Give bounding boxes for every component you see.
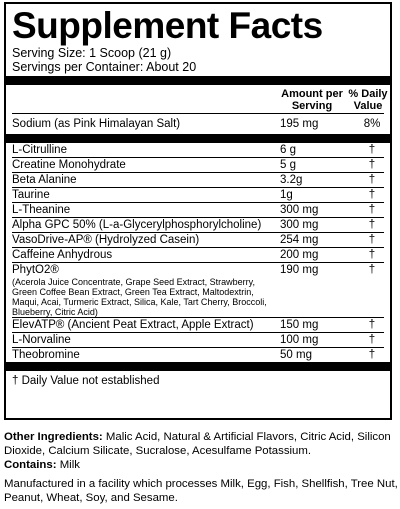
ingredient-name: Sodium (as Pink Himalayan Salt) [12,118,181,130]
ingredient-dv: † [368,349,376,361]
ingredient-dv: † [368,159,376,171]
ingredient-name: L-Citrulline [12,144,67,156]
contains-label: Contains: [4,459,57,471]
serving-size: Serving Size: 1 Scoop (21 g) [12,46,172,60]
ingredient-amount: 190 mg [280,264,319,276]
other-ingredients-block [4,430,398,505]
sodium-row [12,114,384,134]
other-ingredients [4,430,398,458]
ingredient-dv: † [368,219,376,231]
ingredient-dv: † [368,249,376,261]
thick-divider [6,76,390,85]
ingredient-dv: † [368,334,376,346]
ingredient-name: ElevATP® (Ancient Peat Extract, Apple Extract) [12,319,254,331]
ingredient-amount: 200 mg [280,249,319,261]
ingredient-amount: 5 g [280,159,296,171]
ingredient-dv: † [368,319,376,331]
daily-value-header: % Daily Value [348,88,388,112]
ingredient-row [12,248,384,263]
other-ingredients-text: Malic Acid, Natural & Artificial Flavors, Citric Acid, Silicon Dioxide, Calcium Silicate, Sucralose, Acesulfame Potassium. [4,431,391,457]
ingredient-name: Beta Alanine [12,174,77,186]
servings-per-container: Servings per Container: About 20 [12,60,197,74]
panel-title: Supplement Facts [12,5,323,46]
amount-header: Amount per Serving [281,88,343,112]
ingredient-amount: 3.2g [280,174,303,186]
ingredient-amount: 100 mg [280,334,319,346]
ingredient-row [12,173,384,188]
ingredient-amount: 254 mg [280,234,319,246]
ingredient-name: Creatine Monohydrate [12,159,126,171]
ingredient-name: VasoDrive-AP® (Hydrolyzed Casein) [12,234,200,246]
ingredient-name: PhytO2® [12,264,59,276]
ingredient-amount: 6 g [280,144,296,156]
ingredient-row [12,188,384,203]
ingredient-row [12,333,384,348]
ingredient-row [12,318,384,333]
ingredient-detail: (Acerola Juice Concentrate, Grape Seed Extract, Strawberry, Green Coffee Bean Extract, Green Tea Extract, Maltodextrin, Maqui, Acai, Turmeric Extract, Silica, Kale, Tart Cherry, Broccoli, Blueberry, Citric Acid) [12,277,267,317]
ingredient-row [12,348,384,362]
column-header [12,85,388,113]
ingredient-dv: † [368,264,376,276]
ingredient-list [12,143,384,362]
ingredient-name: Caffeine Anhydrous [12,249,113,261]
ingredient-row-phyto [12,263,384,318]
contains [4,458,398,472]
ingredient-dv: † [368,144,376,156]
ingredient-name: L-Theanine [12,204,71,216]
ingredient-amount: 1g [280,189,293,201]
ingredient-name: Alpha GPC 50% (L-a-Glycerylphosphorylcholine) [12,219,262,231]
ingredient-amount: 300 mg [280,219,319,231]
ingredient-dv: † [368,189,376,201]
ingredient-name: Taurine [12,189,50,201]
supplement-facts-panel [4,2,392,420]
ingredient-row [12,158,384,173]
ingredient-row [12,143,384,158]
ingredient-row [12,233,384,248]
ingredient-dv: † [368,234,376,246]
ingredient-amount: 300 mg [280,204,319,216]
ingredient-dv: † [368,204,376,216]
ingredient-dv: 8% [363,118,381,130]
ingredient-name: L-Norvaline [12,334,71,346]
ingredient-row [12,203,384,218]
ingredient-name: Theobromine [12,349,80,361]
manufacturing-statement: Manufactured in a facility which processes Milk, Egg, Fish, Shellfish, Tree Nut, Peanut, Wheat, Soy, and Sesame. [4,478,398,504]
ingredient-amount: 195 mg [280,118,319,130]
thick-divider [6,362,390,371]
ingredient-row [12,218,384,233]
ingredient-amount: 50 mg [280,349,312,361]
other-ingredients-label: Other Ingredients: [4,431,103,443]
footnote: † Daily Value not established [12,375,160,387]
contains-text: Milk [56,459,80,471]
ingredient-dv: † [368,174,376,186]
thick-divider [6,134,390,143]
ingredient-amount: 150 mg [280,319,319,331]
